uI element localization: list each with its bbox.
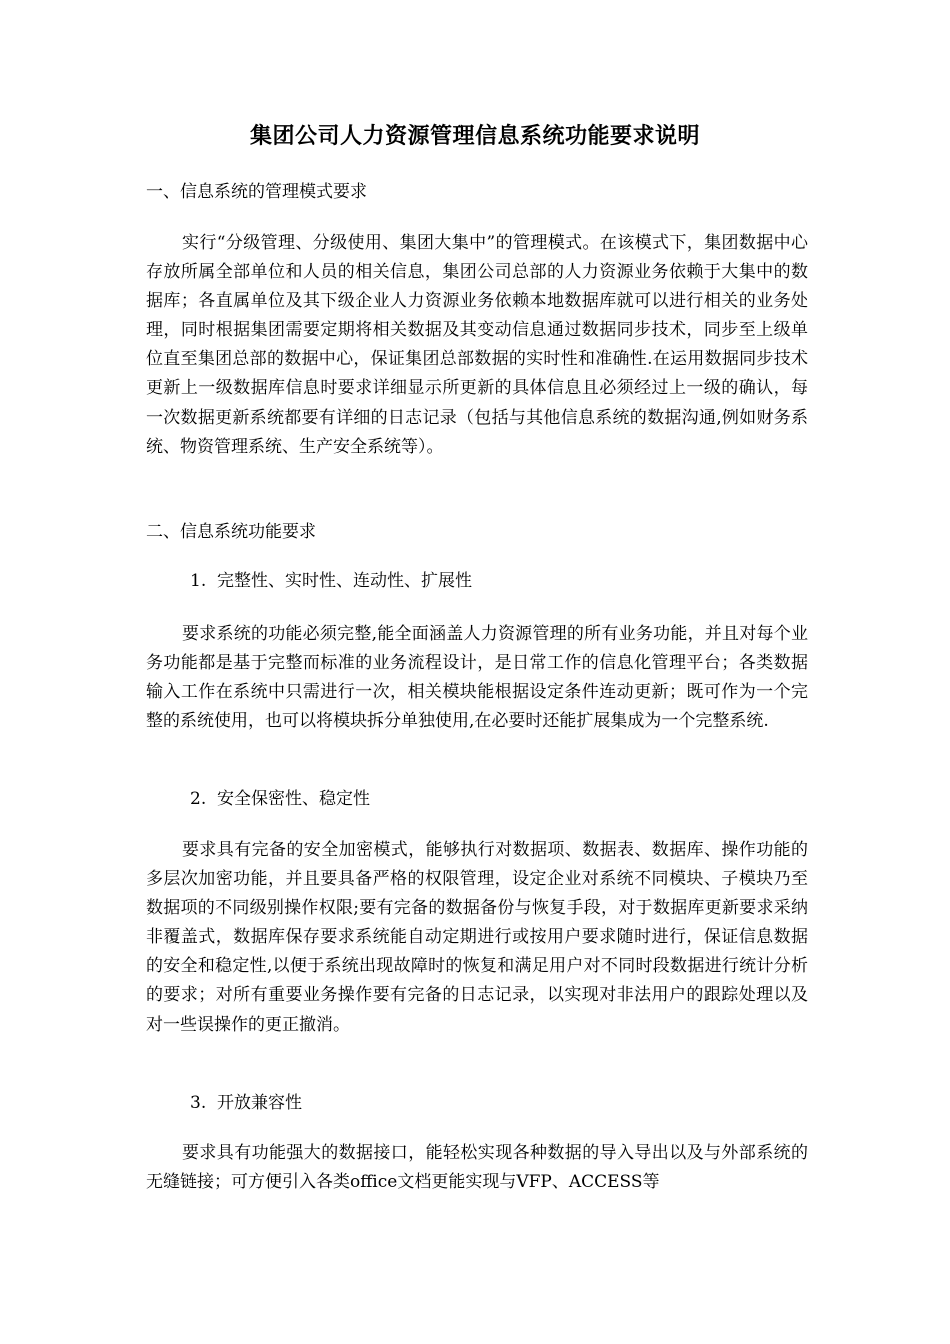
section-1-paragraph: 实行“分级管理、分级使用、集团大集中”的管理模式。在该模式下，集团数据中心存放所属全部单位和人员的相关信息，集团公司总部的人力资源业务依赖于大集中的数据库；各直属单位及其下级企业人力资源业务依赖本地数据库就可以进行相关的业务处理，同时根据集团需要定期将相关数据及其变动信息通过数据同步技术，同步至上级单位直至集团总部的数据中心，保证集团总部数据的实时性和准确性.在运用数据同步技术更新上一级数据库信息时要求详细显示所更新的具体信息且必须经过上一级的确认，每一次数据更新系统都要有详细的日志记录（包括与其他信息系统的数据沟通,例如财务系统、物资管理系统、生产安全系统等）。	[146, 233, 808, 457]
item-2-title: 安全保密性、稳定性	[217, 789, 371, 809]
item-1-heading	[190, 567, 472, 595]
item-1-number: 1.	[190, 571, 207, 591]
item-2-heading	[190, 785, 370, 813]
document-title: 集团公司人力资源管理信息系统功能要求说明	[249, 123, 700, 149]
item-3-heading	[190, 1089, 302, 1117]
item-3-number: 3.	[190, 1093, 207, 1113]
item-1-title: 完整性、实时性、连动性、扩展性	[217, 571, 473, 591]
item-3-paragraph: 要求具有功能强大的数据接口，能轻松实现各种数据的导入导出以及与外部系统的无缝链接；可方便引入各类office文档更能实现与VFP、ACCESS等	[146, 1143, 808, 1193]
item-1-paragraph: 要求系统的功能必须完整,能全面涵盖人力资源管理的所有业务功能，并且对每个业务功能都是基于完整而标准的业务流程设计，是日常工作的信息化管理平台；各类数据输入工作在系统中只需进行一次，相关模块能根据设定条件连动更新；既可作为一个完整的系统使用，也可以将模块拆分单独使用,在必要时还能扩展集成为一个完整系统.	[146, 624, 808, 732]
section-2-heading: 二、信息系统功能要求	[146, 522, 316, 542]
section-1-heading: 一、信息系统的管理模式要求	[146, 182, 367, 202]
item-2-paragraph: 要求具有完备的安全加密模式，能够执行对数据项、数据表、数据库、操作功能的多层次加密功能，并且要具备严格的权限管理，设定企业对系统不同模块、子模块乃至数据项的不同级别操作权限;要有完备的数据备份与恢复手段，对于数据库更新要求采纳非覆盖式，数据库保存要求系统能自动定期进行或按用户要求随时进行，保证信息数据的安全和稳定性,以便于系统出现故障时的恢复和满足用户对不同时段数据进行统计分析的要求；对所有重要业务操作要有完备的日志记录，以实现对非法用户的跟踪处理以及对一些误操作的更正撤消。	[146, 840, 808, 1035]
item-3-title: 开放兼容性	[217, 1093, 303, 1113]
item-2-number: 2.	[190, 789, 207, 809]
